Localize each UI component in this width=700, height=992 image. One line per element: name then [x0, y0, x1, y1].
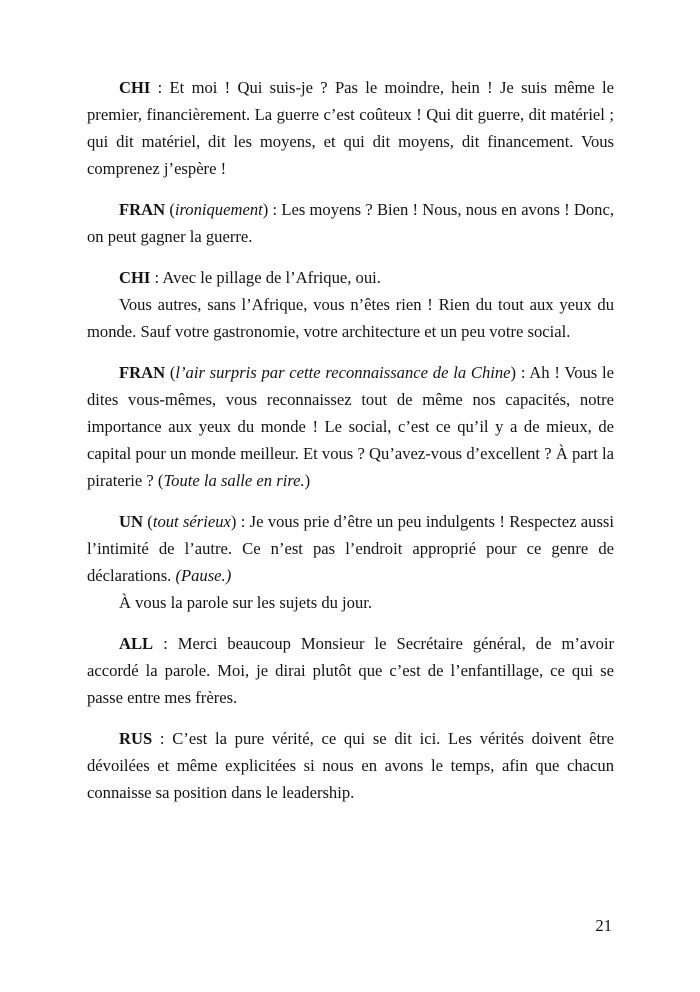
- paragraph: [87, 264, 614, 291]
- dialogue-text: : Et moi ! Qui suis-je ? Pas le moindre, hein ! Je suis même le premier, financièrement. La guerre c’est coûteux ! Qui dit guerre, dit matériel ; qui dit matériel, dit les moyens, et qui dit moyens, dit financement. Vous comprenez j’espère !: [87, 78, 614, 178]
- dialogue-text: (: [142, 512, 153, 531]
- dialogue-text: : Avec le pillage de l’Afrique, oui.: [150, 268, 381, 287]
- dialogue-text: (: [165, 363, 176, 382]
- dialogue-text: Vous autres, sans l’Afrique, vous n’êtes rien ! Rien du tout aux yeux du monde. Sauf votre gastronomie, votre architecture et un peu votre social.: [87, 295, 614, 341]
- text-block: [87, 74, 614, 806]
- stage-direction: (Pause.): [175, 566, 232, 585]
- dialogue-text: À vous la parole sur les sujets du jour.: [119, 593, 373, 612]
- speaker-name: UN: [119, 512, 143, 531]
- speaker-name: FRAN: [119, 200, 166, 219]
- dialogue-text: ) : Je vous prie d’être un peu indulgents ! Respectez aussi l’intimité de l’autre. Ce n’est pas l’endroit approprié pour ce genre de déclarations.: [87, 512, 614, 585]
- speaker-name: ALL: [119, 634, 154, 653]
- stage-direction: tout sérieux: [152, 512, 231, 531]
- speaker-name: FRAN: [119, 363, 166, 382]
- paragraph: [87, 589, 614, 616]
- page-number: 21: [595, 916, 612, 935]
- stage-direction: Toute la salle en rire.: [163, 471, 305, 490]
- speaker-name: RUS: [119, 729, 153, 748]
- dialogue-text: : C’est la pure vérité, ce qui se dit ici. Les vérités doivent être dévoilées et même explicitées si nous en avons le temps, afin que chacun connaisse sa position dans le leadership.: [87, 729, 614, 802]
- speaker-name: CHI: [119, 78, 151, 97]
- dialogue-text: ) : Ah ! Vous le dites vous-mêmes, vous reconnaissez tout de même nos capacités, notre importance aux yeux du monde ! Le social, c’est ce qu’il y a de mieux, de capital pour un monde meilleur. Et vous ? Qu’avez-vous d’excellent ? À part la piraterie ? (: [87, 363, 614, 490]
- dialogue-text: ) : Les moyens ? Bien ! Nous, nous en avons ! Donc, on peut gagner la guerre.: [87, 200, 614, 246]
- paragraph: [87, 196, 614, 250]
- paragraph: [87, 359, 614, 494]
- dialogue-text: (: [165, 200, 175, 219]
- speaker-name: CHI: [119, 268, 151, 287]
- stage-direction: l’air surpris par cette reconnaissance de la Chine: [175, 363, 511, 382]
- paragraph: [87, 725, 614, 806]
- paragraph: [87, 291, 614, 345]
- stage-direction: ironiquement: [174, 200, 263, 219]
- dialogue-text: : Merci beaucoup Monsieur le Secrétaire général, de m’avoir accordé la parole. Moi, je dirai plutôt que c’est de l’enfantillage, ce qui se passe entre mes frères.: [87, 634, 614, 707]
- dialogue-text: ): [304, 471, 311, 490]
- paragraph: [87, 508, 614, 589]
- paragraph: [87, 630, 614, 711]
- paragraph: [87, 74, 614, 182]
